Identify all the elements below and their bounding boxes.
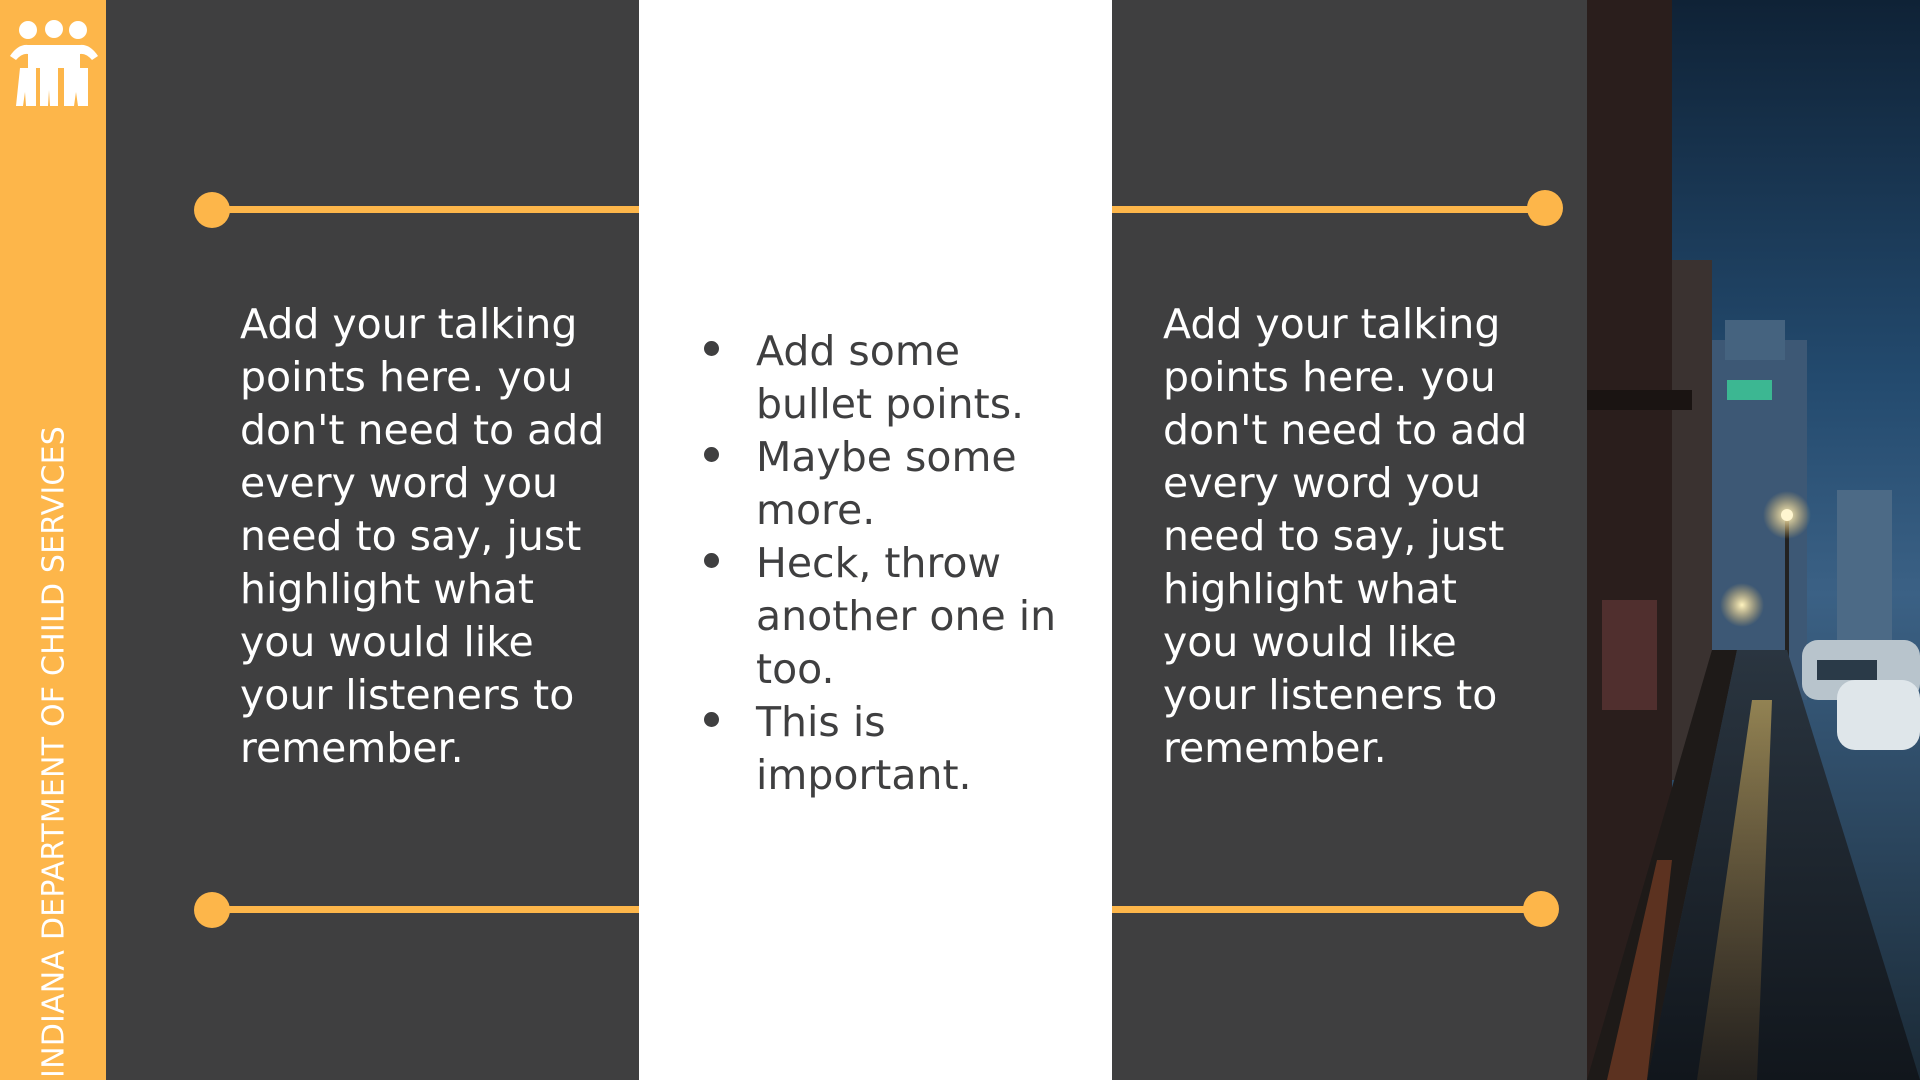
list-item: Maybe some more.: [700, 431, 1070, 537]
city-street-photo: [1587, 0, 1920, 1080]
bullet-list: [700, 325, 1070, 802]
top-left-dot: [194, 192, 230, 228]
bottom-right-dot: [1523, 891, 1559, 927]
right-talking-points: Add your talking points here. you don't need to add every word you need to say, just highlight what you would like your listeners to remember.: [1163, 300, 1528, 772]
list-item: Heck, throw another one in too.: [700, 537, 1070, 696]
bottom-left-dot: [194, 892, 230, 928]
list-item: This is important.: [700, 696, 1070, 802]
list-item: Add some bullet points.: [700, 325, 1070, 431]
left-talking-points: Add your talking points here. you don't need to add every word you need to say, just highlight what you would like your listeners to remember.: [240, 300, 605, 772]
organization-name: INDIANA DEPARTMENT OF CHILD SERVICES: [36, 426, 72, 1078]
top-left-line: [212, 206, 639, 213]
family-logo-icon: [8, 18, 100, 106]
bottom-right-line: [1112, 906, 1526, 913]
sidebar: [0, 0, 106, 1080]
top-right-dot: [1527, 190, 1563, 226]
bottom-left-line: [212, 906, 639, 913]
top-right-line: [1112, 206, 1532, 213]
